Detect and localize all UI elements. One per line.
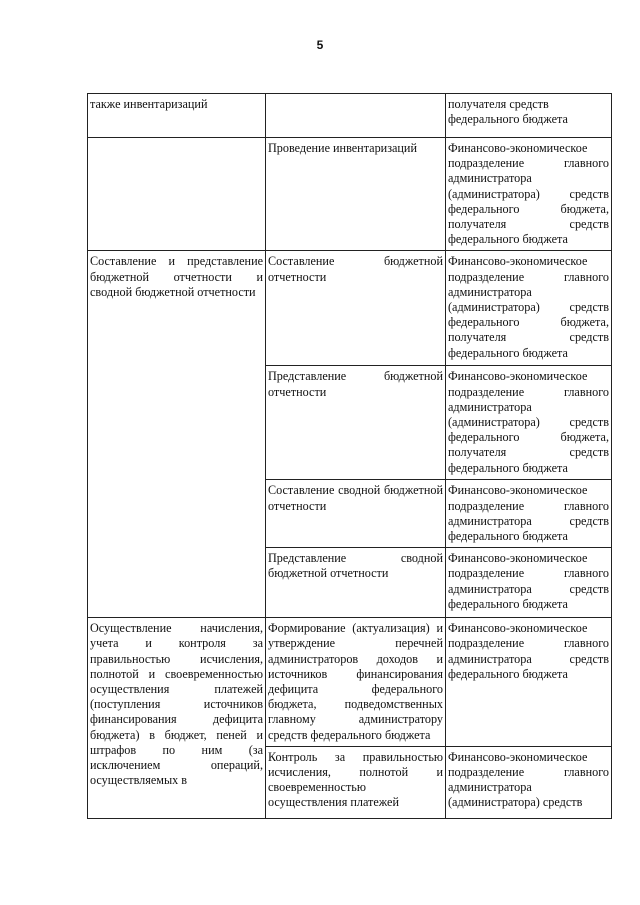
responsible-cell: Финансово-экономическое подразделение главного администратора средств федерального бюджета: [446, 480, 612, 548]
responsible-cell: Финансово-экономическое подразделение главного администратора (администратора) средств федерального бюджета, получателя средств федерального бюджета: [446, 366, 612, 480]
operation-cell: Формирование (актуализация) и утверждение перечней администраторов доходов и источников финансирования дефицита федерального бюджета, подведомственных главному администратору средств федерального бюджета: [266, 618, 446, 747]
operation-cell: Составление бюджетной отчетности: [266, 251, 446, 366]
page-number: 5: [316, 38, 324, 52]
operation-cell: [266, 94, 446, 138]
operation-cell: Составление сводной бюджетной отчетности: [266, 480, 446, 548]
table-row: [88, 94, 612, 138]
stage-cell: Составление и представление бюджетной отчетности и сводной бюджетной отчетности: [88, 251, 266, 618]
table-row: [88, 138, 612, 251]
table-row: [88, 251, 612, 366]
stage-cell: также инвентаризаций: [88, 94, 266, 138]
operation-cell: Проведение инвентаризаций: [266, 138, 446, 251]
responsible-cell: Финансово-экономическое подразделение главного администратора средств федерального бюджета: [446, 548, 612, 618]
procedure-table: [87, 93, 612, 819]
responsible-cell: Финансово-экономическое подразделение главного администратора средств федерального бюджета: [446, 618, 612, 747]
responsible-cell: Финансово-экономическое подразделение главного администратора (администратора) средств федерального бюджета, получателя средств федерального бюджета: [446, 251, 612, 366]
responsible-cell: Финансово-экономическое подразделение главного администратора (администратора) средств: [446, 746, 612, 818]
stage-cell: [88, 138, 266, 251]
responsible-cell: получателя средств федерального бюджета: [446, 94, 612, 138]
operation-cell: Представление сводной бюджетной отчетности: [266, 548, 446, 618]
table-row: [88, 618, 612, 747]
responsible-cell: Финансово-экономическое подразделение главного администратора (администратора) средств федерального бюджета, получателя средств федерального бюджета: [446, 138, 612, 251]
operation-cell: Представление бюджетной отчетности: [266, 366, 446, 480]
operation-cell: Контроль за правильностью исчисления, полнотой и своевременностью осуществления платежей: [266, 746, 446, 818]
stage-cell: Осуществление начисления, учета и контроля за правильностью исчисления, полнотой и своевременностью осуществления платежей (поступления источников финансирования дефицита бюджета) в бюджет, пеней и штрафов по ним (за исключением операций, осуществляемых в: [88, 618, 266, 819]
